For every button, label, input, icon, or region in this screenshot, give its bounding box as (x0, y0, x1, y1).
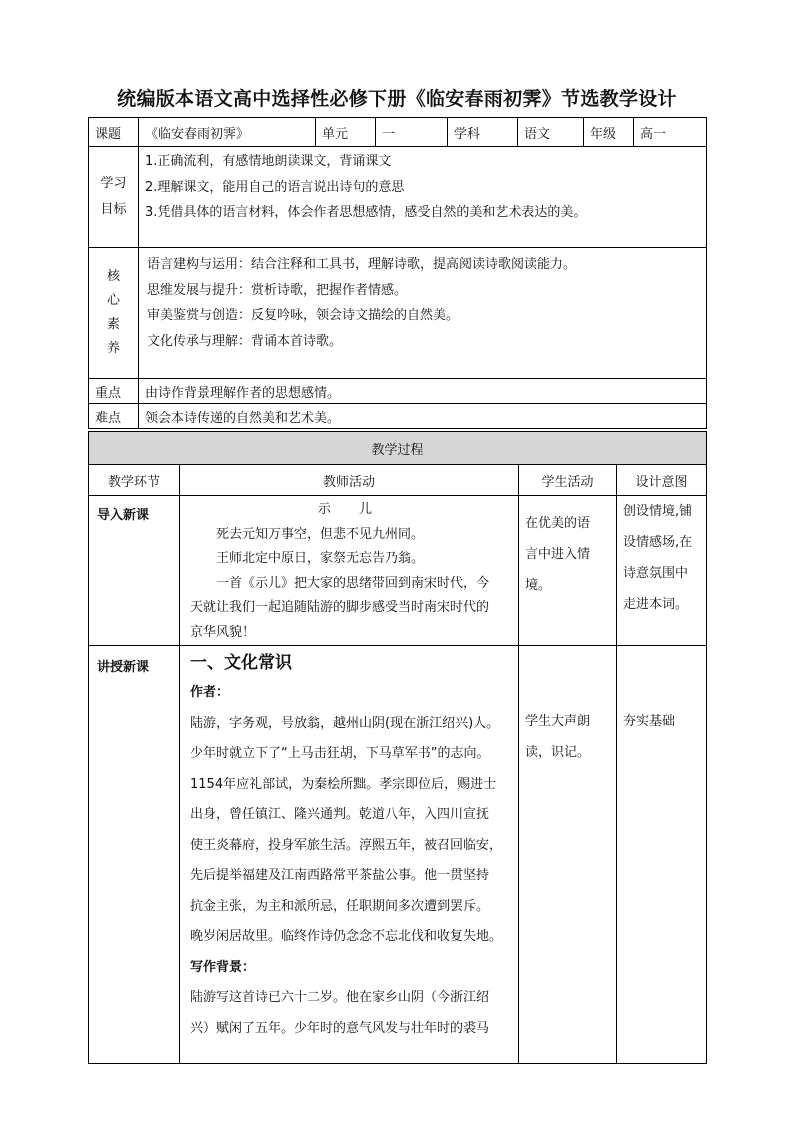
header-intent: 设计意图 (617, 465, 707, 496)
background-label: 写作背景： (190, 959, 256, 975)
subject-value: 语文 (518, 118, 584, 147)
unit-label: 单元 (316, 118, 376, 147)
course-value: 《临安春雨初霁》 (139, 118, 316, 147)
poem-title: 示 儿 (317, 502, 385, 517)
core-item: 思维发展与提升：赏析诗歌，把握作者情感。 (147, 282, 408, 298)
subject-label: 学科 (448, 118, 518, 147)
difficulty-value: 领会本诗传递的自然美和艺术美。 (139, 404, 707, 429)
intent-line: 走进本词。 (623, 597, 689, 612)
header-teacher: 教师活动 (180, 465, 519, 496)
student-activity-line: 境。 (525, 578, 552, 593)
student-activity-line: 学生大声朗 (525, 714, 591, 729)
grade-value: 高一 (634, 118, 707, 147)
poem-line: 死去元知万事空，但悲不见九州同。 (216, 526, 425, 542)
key-value: 由诗作背景理解作者的思想感情。 (139, 379, 707, 404)
author-line: 少年时就立下了“上马击狂胡，下马草军书”的志向。 (190, 746, 490, 761)
background-line: 兴）赋闲了五年。少年时的意气风发与壮年时的裘马 (190, 1020, 490, 1036)
section-heading: 一、文化常识 (190, 653, 292, 673)
core-label-char: 心 (106, 293, 120, 308)
header-student: 学生活动 (519, 465, 617, 496)
background-line: 陆游写这首诗已六十二岁。他在家乡山阴（今浙江绍 (190, 990, 490, 1005)
course-label: 课题 (89, 118, 139, 147)
intent-line: 诗意氛围中 (623, 566, 689, 581)
goals-label-line: 学习 (100, 176, 127, 191)
grade-label: 年级 (584, 118, 634, 147)
teach-intent-cell (617, 646, 707, 1064)
key-label: 重点 (89, 379, 139, 404)
teach-student-cell (519, 646, 617, 1064)
core-item: 语言建构与运用：结合注释和工具书，理解诗歌，提高阅读诗歌阅读能力。 (147, 257, 577, 272)
author-line: 出身，曾任镇江、隆兴通判。乾道八年，入四川宣抚 (190, 807, 490, 822)
core-item: 文化传承与理解：背诵本首诗歌。 (147, 333, 343, 349)
process-banner: 教学过程 (89, 432, 707, 465)
intro-text: 京华风貌！ (190, 624, 256, 640)
goals-label (89, 147, 139, 248)
author-line: 陆游，字务观，号放翁，越州山阴(现在浙江绍兴)人。 (190, 715, 500, 731)
goal-item: 3.凭借具体的语言材料，体会作者思想感情，感受自然的美和艺术表达的美。 (145, 205, 587, 220)
unit-value: 一 (376, 118, 448, 147)
core-cell (139, 248, 707, 379)
intent-line: 设情感场,在 (623, 535, 693, 550)
core-label-char: 核 (106, 269, 120, 284)
difficulty-label: 难点 (89, 404, 139, 429)
student-activity-line: 读，识记。 (525, 745, 591, 760)
goal-item: 2.理解课文，能用自己的语言说出诗句的意思 (145, 179, 405, 195)
intro-student-cell (519, 496, 617, 646)
author-line: 抗金主张，为主和派所忌，任职期间多次遭到罢斥。 (190, 898, 490, 914)
author-label: 作者： (190, 685, 230, 700)
intent-line: 创设情境,铺 (623, 504, 693, 519)
intro-intent-cell (617, 496, 707, 646)
goals-label-line: 目标 (100, 202, 127, 217)
core-label-char: 养 (106, 341, 120, 356)
teach-teacher-cell (180, 646, 519, 1064)
process-table (88, 431, 707, 1064)
stage-teach: 讲授新课 (89, 646, 180, 1064)
core-label-char: 素 (106, 317, 120, 332)
poem-line: 王师北定中原日，家祭无忘告乃翁。 (216, 551, 425, 566)
intro-text: 一首《示儿》把大家的思绪带回到南宋时代，今 (216, 575, 490, 591)
intro-text: 天就让我们一起追随陆游的脚步感受当时南宋时代的 (190, 600, 490, 615)
core-label (89, 248, 139, 379)
page-title: 统编版本语文高中选择性必修下册《临安春雨初霁》节选教学设计 (117, 88, 677, 110)
lesson-info-table (88, 117, 707, 429)
goal-item: 1.正确流利，有感情地朗读课文，背诵课文 (145, 154, 392, 169)
goals-cell (139, 147, 707, 248)
author-line: 晚岁闲居故里。临终作诗仍念念不忘北伐和收复失地。 (190, 929, 503, 944)
header-stage: 教学环节 (89, 465, 180, 496)
stage-intro: 导入新课 (89, 496, 180, 646)
core-item: 审美鉴赏与创造：反复吟咏，领会诗文描绘的自然美。 (147, 308, 460, 323)
author-line: 1154年应礼部试，为秦桧所黜。孝宗即位后，赐进士 (190, 776, 497, 792)
intent-line: 夯实基础 (623, 714, 676, 729)
intro-teacher-cell (180, 496, 519, 646)
author-line: 使王炎幕府，投身军旅生活。淳熙五年，被召回临安， (190, 837, 503, 853)
student-activity-line: 在优美的语 (525, 516, 591, 531)
student-activity-line: 言中进入情 (525, 547, 591, 562)
author-line: 先后提举福建及江南西路常平茶盐公事。他一贯坚持 (190, 868, 490, 883)
